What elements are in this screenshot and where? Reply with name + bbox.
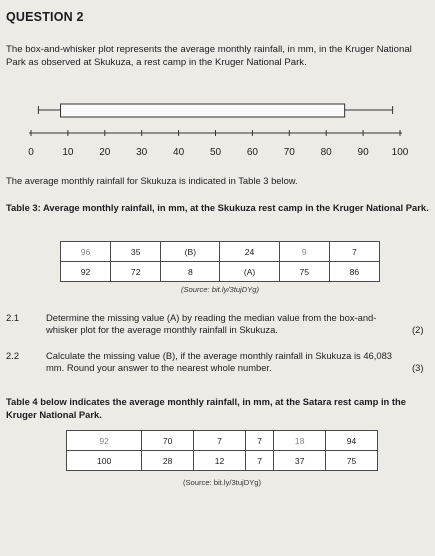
question-marks: (2) [412,324,424,335]
table-cell: 70 [142,431,194,451]
table-cell: 9 [279,242,329,262]
table-cell: 94 [326,431,378,451]
table3 [60,241,380,282]
question-heading: QUESTION 2 [6,10,84,24]
table-cell: 92 [61,262,111,282]
table4 [66,430,378,471]
axis-tick-label: 90 [357,147,369,158]
table-cell: 72 [111,262,161,282]
table-cell: 7 [245,431,273,451]
table-cell: 100 [67,451,142,471]
question-number: 2.2 [6,350,20,361]
axis-tick-label: 80 [320,147,332,158]
table-cell: 75 [326,451,378,471]
table-cell: (A) [220,262,279,282]
table-cell: 92 [67,431,142,451]
axis-tick-label: 70 [283,147,295,158]
iqr-box [61,104,345,117]
table-row [61,242,380,262]
table-cell: 24 [220,242,279,262]
table-cell: 8 [161,262,220,282]
table-cell: 37 [274,451,326,471]
table3-title: Table 3: Average monthly rainfall, in mm, at the Skukuza rest camp in the Kruger National Park. [6,202,429,213]
table-cell: (B) [161,242,220,262]
question-number: 2.1 [6,312,20,323]
table-cell: 12 [194,451,246,471]
table4-title: Table 4 below indicates the average monthly rainfall, in mm, at the Satara rest camp in the Kruger National Park. [6,396,406,420]
table3-source: (Source: bit.ly/3tujDYg) [180,285,260,294]
axis-tick-label: 0 [28,147,34,158]
table4-source: (Source: bit.ly/3tujDYg) [182,478,262,487]
axis-tick-label: 40 [173,147,185,158]
axis-tick-label: 60 [246,147,258,158]
axis-tick-label: 30 [136,147,148,158]
table3-intro: The average monthly rainfall for Skukuza is indicated in Table 3 below. [6,175,298,186]
table-row [67,451,378,471]
table-cell: 28 [142,451,194,471]
question-marks: (3) [412,362,424,373]
axis-tick-label: 10 [62,147,74,158]
table-cell: 35 [111,242,161,262]
table-row [67,431,378,451]
intro-text: The box-and-whisker plot represents the average monthly rainfall, in mm, in the Kruger National Park as observed at Skukuza, a rest camp in the Kruger National Park. [6,44,412,68]
table-row [61,262,380,282]
table-cell: 7 [245,451,273,471]
table-cell: 18 [274,431,326,451]
table-cell: 86 [329,262,379,282]
axis-tick-label: 100 [391,147,409,158]
box-whisker-plot [0,96,435,166]
question-text: Calculate the missing value (B), if the average monthly rainfall in Skukuza is 46,083 mm. Round your answer to the nearest whole number. [46,350,393,373]
table-cell: 96 [61,242,111,262]
table-cell: 7 [329,242,379,262]
table-cell: 7 [194,431,246,451]
axis-tick-label: 50 [209,147,222,158]
question-text: Determine the missing value (A) by reading the median value from the box-and-whisker plot for the average monthly rainfall in Skukuza. [46,312,377,335]
axis-tick-label: 20 [99,147,111,158]
table-cell: 75 [279,262,329,282]
